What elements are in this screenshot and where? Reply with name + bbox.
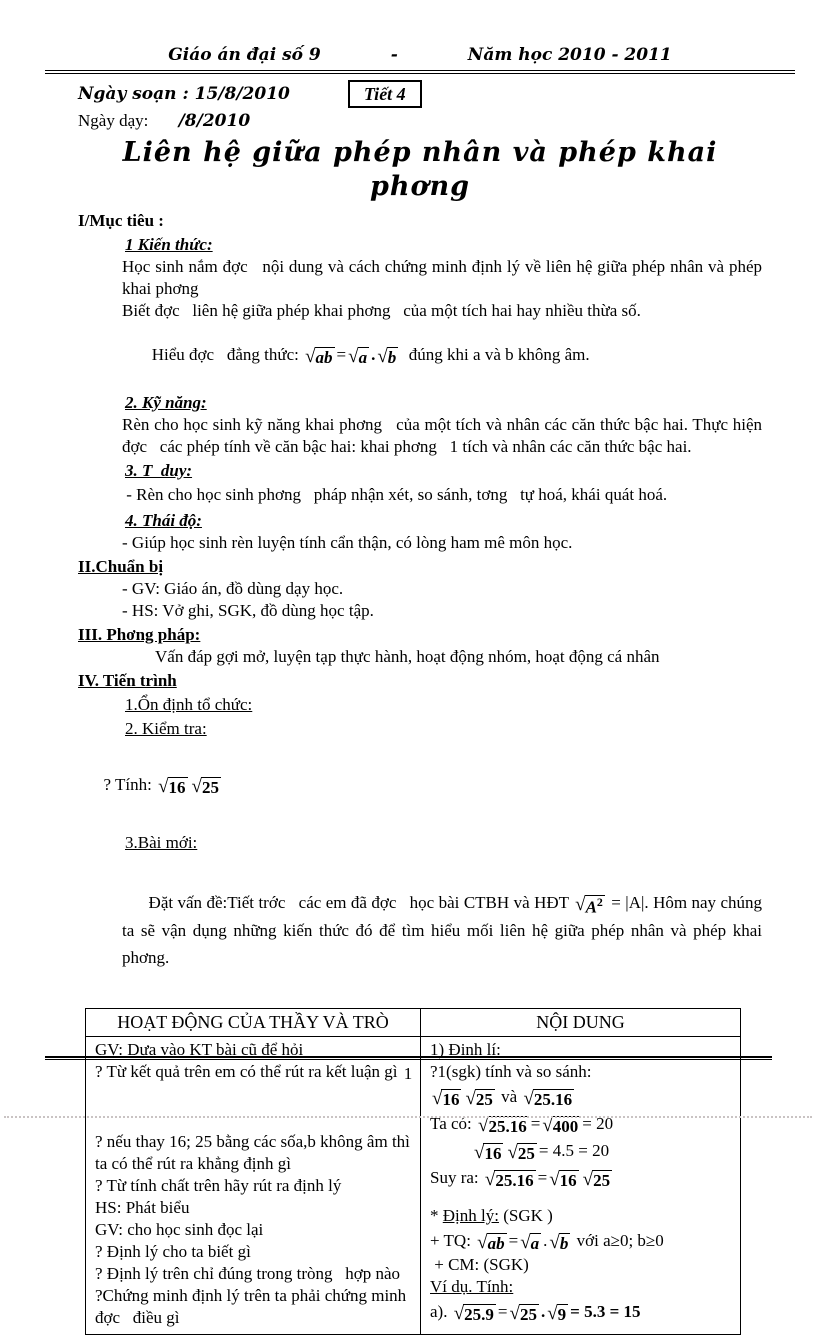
section-phuong-phap-heading: III. Phơng pháp: <box>78 624 201 644</box>
phuong-phap-paragraph: Vấn đáp gợi mở, luyện tạp thực hành, hoạt động nhóm, hoạt động cá nhân <box>155 646 660 666</box>
suy-ra-line: Suy ra: √ 25.16 = √ 16 √ 25 <box>430 1167 611 1190</box>
radical-sign-icon: √ <box>549 1168 560 1190</box>
content-line-dinh-li: 1) Định lí: <box>430 1039 501 1059</box>
example-a-line: a). √ 25.9 = √ 25 . √ 9 = 5.3 = 15 <box>430 1301 641 1324</box>
radical-sign-icon: √ <box>507 1141 518 1163</box>
radical-sign-icon: √ <box>547 1302 558 1324</box>
radical-sign-icon: √ <box>477 1231 488 1253</box>
radical-sign-icon: √ <box>377 346 388 367</box>
vi-du-line: Ví dụ. Tính: <box>430 1276 514 1296</box>
left-line: ? Định lý trên chỉ đúng trong tròng hợp nào <box>95 1263 401 1283</box>
sqrt-9-expression: √ 9 <box>547 1302 567 1324</box>
sqrt-a-squared-expression: √ $A^2$ <box>575 893 603 917</box>
left-line: GV: cho học sinh đọc lại <box>95 1219 264 1239</box>
kien-thuc-paragraph-3: Hiểu đợc đẳng thức: √ ab = √ a . √ b đúng khi a và b không âm. <box>147 345 590 367</box>
left-line: ? Từ tính chất trên hãy rút ra định lý <box>95 1175 342 1195</box>
content-line-question1: ?1(sgk) tính và so sánh: <box>430 1061 592 1081</box>
sqrt-25-expression: √ 25 <box>582 1168 611 1190</box>
sqrt-25-9-expression: √ 25.9 <box>453 1302 494 1324</box>
radical-sign-icon: √ <box>478 1114 489 1136</box>
kien-thuc-paragraph-1: Học sinh nắm đợc nội dung và cách chứng minh định lý về liên hệ giữa phép nhân và phép khai phơng <box>122 257 767 298</box>
period-box: Tiết 4 <box>348 80 422 108</box>
chuan-bi-hs: - HS: Vở ghi, SGK, đồ dùng học tập. <box>122 600 374 620</box>
sqrt-25-expression: √ 25 <box>507 1141 535 1163</box>
dat-van-de-paragraph: Đặt vấn đề:Tiết trớc các em đã đợc học bài CTBH và HĐT √ $A^2$ = |A|. Hôm nay chúng ta sẽ vận dụng những kiến thức đó để tìm hiểu mối liên hệ giữa phép nhân và phép khai phơng. <box>122 892 767 967</box>
left-line: ?Chứng minh định lý trên ta phải chứng minh đợc điều gì <box>95 1285 411 1327</box>
radical-sign-icon: √ <box>465 1087 476 1109</box>
compare-expression-line: √ 16 √ 25 và √ 25.16 <box>432 1086 573 1109</box>
sqrt-b-expression: √ b <box>549 1231 569 1253</box>
sqrt-16-expression: √ 16 <box>549 1168 577 1190</box>
blank-space <box>95 1083 413 1131</box>
ta-co-line: Ta có: √ 25.16 = √ 400 = 20 <box>430 1113 614 1136</box>
sqrt-25-expression: √ 25 <box>509 1302 537 1324</box>
date-taught-label: Ngày dạy: <box>78 111 149 130</box>
subsection-tu-duy-heading: 3. T duy: <box>125 460 193 480</box>
radical-sign-icon: √ <box>158 775 169 797</box>
page-number: 1 <box>403 1064 413 1083</box>
tong-quat-line: + TQ: √ ab = √ a . √ b với a≥0; b≥0 <box>430 1230 664 1253</box>
sqrt-ab-expression: √ ab <box>477 1231 505 1253</box>
sqrt-25-expression: √ 25 <box>465 1087 493 1109</box>
page-bottom-dotted-line <box>4 1116 812 1118</box>
radical-sign-icon: √ <box>509 1302 520 1324</box>
radical-sign-icon: √ <box>484 1168 496 1190</box>
kien-thuc-paragraph-2: Biết đợc liên hệ giữa phép khai phơng của một tích hai hay nhiều thừa số. <box>122 301 641 320</box>
step-kiem-tra: 2. Kiểm tra: <box>125 718 207 738</box>
subsection-thai-do-heading: 4. Thái độ: <box>125 510 202 530</box>
tu-duy-paragraph: - Rèn cho học sinh phơng pháp nhận xét, so sánh, tơng tự hoá, khái quát hoá. <box>122 484 668 504</box>
column-header-content: NỘI DUNG <box>421 1008 741 1036</box>
section-muc-tieu-heading: I/Mục tiêu : <box>78 211 164 230</box>
blank-space <box>430 1191 733 1205</box>
dinh-ly-sgk-line: * Định lý: (SGK ) <box>430 1205 553 1225</box>
radical-sign-icon: √ <box>523 1087 534 1109</box>
date-composed: Ngày soạn : 15/8/2010 <box>78 84 290 104</box>
radical-sign-icon: √ <box>575 893 586 915</box>
header-schoolyear: Năm học 2010 - 2011 <box>467 45 672 65</box>
page-title: Liên hệ giữa phép nhân và phép khai phơng <box>122 137 718 202</box>
footer-double-rule <box>45 1056 772 1060</box>
column-header-teacher-student: HOẠT ĐỘNG CỦA THẦY VÀ TRÒ <box>86 1008 421 1036</box>
radical-sign-icon: √ <box>305 346 316 367</box>
table-header-row <box>86 1008 741 1036</box>
sqrt-25-16-expression: √ 25.16 <box>523 1087 573 1109</box>
chuan-bi-gv: - GV: Giáo án, đồ dùng dạy học. <box>122 578 344 598</box>
section-chuan-bi-heading: II.Chuẩn bị <box>78 556 164 576</box>
subsection-ky-nang-heading: 2. Kỹ năng: <box>125 392 207 412</box>
sqrt-25-16-expression: √ 25.16 <box>478 1114 527 1136</box>
sqrt-ab-expression: √ ab <box>305 346 333 367</box>
date-taught-value: /8/2010 <box>178 111 251 131</box>
kiem-tra-exercise: ? Tính: √ 16 √ 25 <box>103 774 219 797</box>
header-subject: Giáo án đại số 9 <box>168 45 321 65</box>
radical-sign-icon: √ <box>348 346 359 367</box>
sqrt-a-expression: √ a <box>520 1231 540 1253</box>
radical-sign-icon: √ <box>453 1302 465 1324</box>
radical-sign-icon: √ <box>542 1114 553 1136</box>
sqrt-b-expression: √ b <box>377 346 397 367</box>
chung-minh-line: + CM: (SGK) <box>430 1254 529 1274</box>
radical-sign-icon: √ <box>582 1168 594 1190</box>
radical-sign-icon: √ <box>520 1231 531 1253</box>
radical-sign-icon: √ <box>474 1141 485 1163</box>
left-line: ? Định lý cho ta biết gì <box>95 1241 251 1261</box>
sqrt-25-expression: √ 25 <box>191 775 219 797</box>
header-dash: - <box>390 45 398 65</box>
left-line: ? nếu thay 16; 25 bằng các sốa,b không âm thì ta có thể rút ra khẳng định gì <box>95 1131 415 1173</box>
radical-sign-icon: √ <box>549 1231 560 1253</box>
running-header <box>78 44 762 66</box>
sqrt-400-expression: √ 400 <box>542 1114 579 1136</box>
header-double-rule <box>45 70 795 74</box>
sqrt-a-expression: √ a <box>348 346 368 367</box>
left-line: ? Từ kết quả trên em có thể rút ra kết luận gì <box>95 1061 398 1081</box>
left-line: GV: Dựa vào KT bài cũ để hỏi <box>95 1039 304 1059</box>
sqrt-25-16-expression: √ 25.16 <box>484 1168 534 1190</box>
step-on-dinh: 1.Ổn định tổ chức: <box>125 694 253 714</box>
step-bai-moi: 3.Bài mới: <box>125 832 198 852</box>
thai-do-paragraph: - Giúp học sinh rèn luyện tính cẩn thận, có lòng ham mê môn học. <box>122 532 573 552</box>
section-tien-trinh-heading: IV. Tiến trình <box>78 670 177 690</box>
sqrt-16-expression: √ 16 <box>158 775 186 797</box>
sqrt-16-expression: √ 16 <box>474 1141 502 1163</box>
radical-sign-icon: √ <box>191 775 202 797</box>
radical-sign-icon: √ <box>432 1087 443 1109</box>
product-line: √ 16 √ 25 = 4.5 = 20 <box>474 1140 610 1163</box>
left-line: HS: Phát biểu <box>95 1197 190 1217</box>
sqrt-16-expression: √ 16 <box>432 1087 460 1109</box>
ky-nang-paragraph: Rèn cho học sinh kỹ năng khai phơng của một tích và nhân các căn thức bậc hai. Thực hiện đợc các phép tính về căn bậc hai: khai phơng 1 tích và nhân các căn thức bậc hai. <box>122 414 767 456</box>
subsection-kien-thuc-heading: 1 Kiến thức: <box>125 235 213 254</box>
